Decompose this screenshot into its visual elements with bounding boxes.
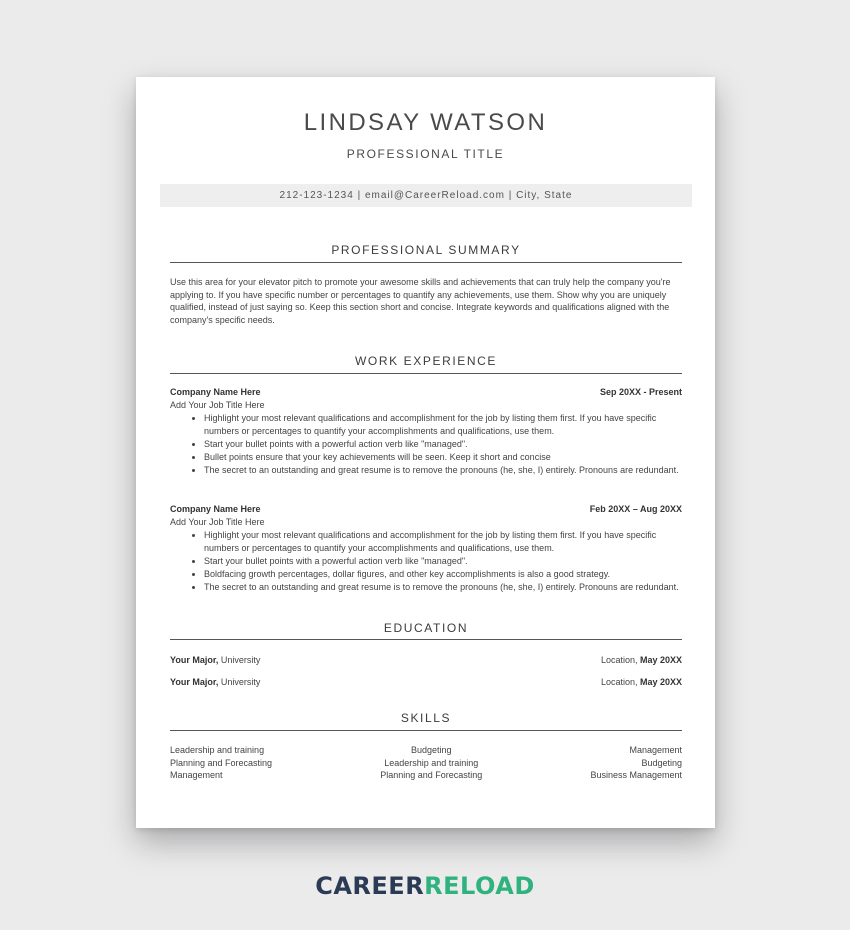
education-divider (170, 639, 682, 640)
education-major: Your Major, (170, 655, 219, 665)
logo-text-career: CAREER (315, 872, 425, 900)
skill-item: Leadership and training (170, 745, 265, 755)
job-entry (170, 386, 682, 477)
summary-divider (170, 262, 682, 263)
education-date: May 20XX (637, 677, 682, 687)
skill-item: Planning and Forecasting (170, 757, 273, 768)
skills-column (590, 744, 682, 782)
resume-name: LINDSAY WATSON (303, 109, 548, 136)
education-location: Location, (600, 655, 638, 665)
logo-text-reload: RELOAD (424, 872, 535, 900)
job-bullet: • Bullet points ensure that your key achievements will be seen. Keep it short and concise (204, 451, 682, 464)
skill-item: Budgeting (641, 757, 682, 768)
education-school: University (218, 655, 261, 665)
skills-heading: SKILLS (400, 711, 452, 725)
education-school: University (218, 677, 261, 687)
contact-bar: 212-123-1234 | email@CareerReload.com | City, State (160, 184, 692, 207)
skill-item: Management (629, 745, 682, 755)
company-name: Company Name Here (170, 387, 261, 397)
skill-item: Leadership and training (384, 757, 479, 768)
job-title: Add Your Job Title Here (170, 517, 265, 527)
job-dates: Sep 20XX - Present (599, 387, 682, 397)
skills-list (170, 744, 682, 782)
resume-page (136, 77, 715, 828)
education-entry (170, 654, 682, 666)
job-bullets (170, 412, 682, 477)
professional-title: PROFESSIONAL TITLE (346, 147, 505, 161)
job-bullet: • The secret to an outstanding and great resume is to remove the pronouns (he, she, I) entirely. Pronouns are redundant. (204, 581, 682, 594)
education-heading: EDUCATION (383, 621, 469, 635)
skill-item: Budgeting (410, 745, 452, 755)
experience-heading: WORK EXPERIENCE (354, 354, 498, 368)
job-bullet: • Highlight your most relevant qualifications and accomplishment for the job by listing them first. If you have specific numbers or percentages to quantify your accomplishments and qualifications, use them. (204, 412, 682, 438)
skills-column (170, 744, 272, 782)
experience-divider (170, 373, 682, 374)
skills-divider (170, 730, 682, 731)
job-bullet: • Start your bullet points with a powerful action verb like "managed". (204, 555, 682, 568)
job-bullet: • The secret to an outstanding and great resume is to remove the pronouns (he, she, I) entirely. Pronouns are redundant. (204, 464, 682, 477)
skill-item: Planning and Forecasting (380, 770, 483, 781)
company-name: Company Name Here (170, 504, 261, 514)
job-bullet: • Boldfacing growth percentages, dollar figures, and other key accomplishments is also a good strategy. (204, 568, 682, 581)
summary-heading: PROFESSIONAL SUMMARY (331, 243, 521, 257)
job-dates: Feb 20XX – Aug 20XX (589, 504, 682, 514)
education-date: May 20XX (637, 655, 682, 665)
skill-item: Business Management (590, 770, 682, 781)
skills-column (380, 744, 482, 782)
skill-item: Management (170, 770, 223, 781)
job-entry (170, 503, 682, 594)
summary-text: Use this area for your elevator pitch to promote your awesome skills and achievements that can truly help the company you're applying to. If you have specific number or percentages to quantify any achievements, use them. Show why you are uniquely qualified, instead of just saying so. Keep this section short and concise. Integrate keywords and qualifications aligned with the company's specific needs. (170, 277, 671, 325)
education-location: Location, (600, 677, 638, 687)
education-major: Your Major, (170, 677, 219, 687)
careerreload-logo (0, 872, 850, 900)
job-bullet: • Highlight your most relevant qualifications and accomplishment for the job by listing them first. If you have specific numbers or percentages to quantify your accomplishments and qualifications, use them. (204, 529, 682, 555)
job-title: Add Your Job Title Here (170, 400, 265, 410)
job-bullets (170, 529, 682, 594)
education-entry (170, 676, 682, 688)
job-bullet: • Start your bullet points with a powerful action verb like "managed". (204, 438, 682, 451)
